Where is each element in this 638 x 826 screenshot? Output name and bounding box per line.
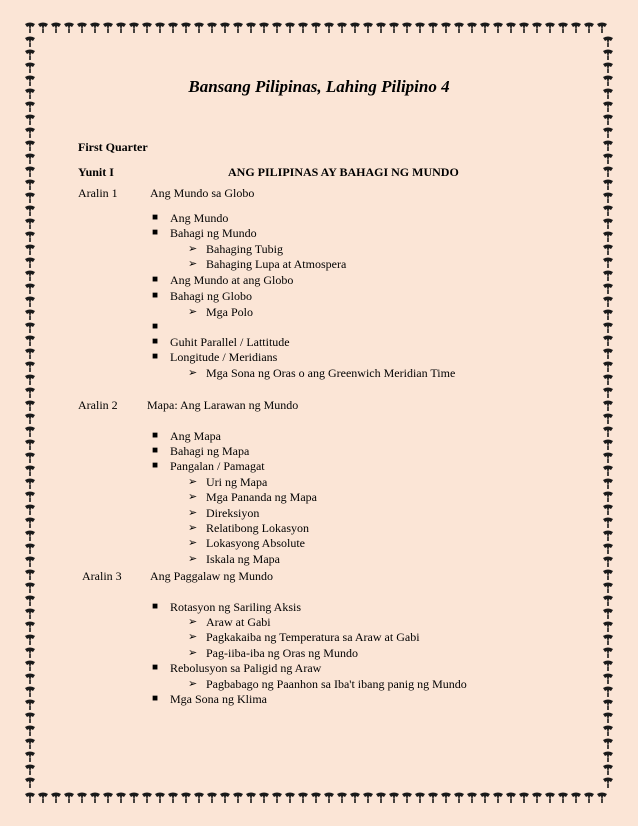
bullet-icon: ■: [152, 693, 159, 704]
lesson-3-title: Ang Paggalaw ng Mundo: [150, 569, 273, 583]
lesson-1-title: Ang Mundo sa Globo: [150, 186, 255, 200]
list-item: Ang Mapa: [170, 429, 221, 443]
document-title: Bansang Pilipinas, Lahing Pilipino 4: [188, 77, 450, 96]
bullet-icon: ■: [152, 227, 159, 238]
unit-heading: ANG PILIPINAS AY BAHAGI NG MUNDO: [228, 165, 459, 179]
arrow-bullet-icon: ➢: [188, 243, 198, 255]
bullet-icon: ■: [152, 445, 159, 456]
bullet-icon: ■: [152, 351, 159, 362]
list-item: Iskala ng Mapa: [206, 552, 280, 566]
list-item: Bahagi ng Globo: [170, 289, 252, 303]
list-item: Direksiyon: [206, 506, 260, 520]
list-item: Araw at Gabi: [206, 615, 271, 629]
bullet-icon: ■: [152, 290, 159, 301]
list-item: Pagkakaiba ng Temperatura sa Araw at Gabi: [206, 630, 420, 644]
arrow-bullet-icon: ➢: [188, 678, 198, 690]
arrow-bullet-icon: ➢: [188, 306, 198, 318]
bullet-icon: ■: [152, 430, 159, 441]
bullet-icon: ■: [152, 274, 159, 285]
list-item: Uri ng Mapa: [206, 475, 268, 489]
list-item: Mga Pananda ng Mapa: [206, 490, 317, 504]
arrow-bullet-icon: ➢: [188, 476, 198, 488]
list-item: Pangalan / Pamagat: [170, 459, 265, 473]
arrow-bullet-icon: ➢: [188, 258, 198, 270]
arrow-bullet-icon: ➢: [188, 507, 198, 519]
arrow-bullet-icon: ➢: [188, 367, 198, 379]
bullet-icon: ■: [152, 336, 159, 347]
list-item: Ang Mundo at ang Globo: [170, 273, 294, 287]
list-item: Ang Mundo: [170, 211, 229, 225]
list-item: Bahaging Lupa at Atmospera: [206, 257, 347, 271]
list-item: Bahagi ng Mundo: [170, 226, 257, 240]
arrow-bullet-icon: ➢: [188, 616, 198, 628]
list-item: Relatibong Lokasyon: [206, 521, 309, 535]
list-item: Mga Sona ng Oras o ang Greenwich Meridian Time: [206, 366, 456, 380]
lesson-1-label: Aralin 1: [78, 186, 118, 200]
arrow-bullet-icon: ➢: [188, 537, 198, 549]
arrow-bullet-icon: ➢: [188, 647, 198, 659]
list-item: Rebolusyon sa Paligid ng Araw: [170, 661, 322, 675]
bullet-icon: ■: [152, 601, 159, 612]
list-item: Rotasyon ng Sariling Aksis: [170, 600, 302, 614]
list-item: Mga Polo: [206, 305, 254, 319]
arrow-bullet-icon: ➢: [188, 522, 198, 534]
list-item: Mga Sona ng Klima: [170, 692, 267, 706]
bullet-icon: ■: [152, 321, 159, 332]
lesson-2-label: Aralin 2: [78, 398, 118, 412]
arrow-bullet-icon: ➢: [188, 553, 198, 565]
list-item: Bahagi ng Mapa: [170, 444, 250, 458]
list-item: Longitude / Meridians: [170, 350, 278, 364]
list-item: Lokasyong Absolute: [206, 536, 305, 550]
list-item: Pagbabago ng Paanhon sa Iba't ibang panig ng Mundo: [206, 677, 467, 691]
lesson-2-title: Mapa: Ang Larawan ng Mundo: [147, 398, 299, 412]
bullet-icon: ■: [152, 212, 159, 223]
bullet-icon: ■: [152, 662, 159, 673]
lesson-3-label: Aralin 3: [82, 569, 122, 583]
list-item: Guhit Parallel / Lattitude: [170, 335, 290, 349]
arrow-bullet-icon: ➢: [188, 491, 198, 503]
quarter-label: First Quarter: [78, 140, 148, 154]
bullet-icon: ■: [152, 460, 159, 471]
list-item: Pag-iiba-iba ng Oras ng Mundo: [206, 646, 358, 660]
arrow-bullet-icon: ➢: [188, 631, 198, 643]
unit-label: Yunit I: [78, 165, 114, 179]
list-item: Bahaging Tubig: [206, 242, 284, 256]
